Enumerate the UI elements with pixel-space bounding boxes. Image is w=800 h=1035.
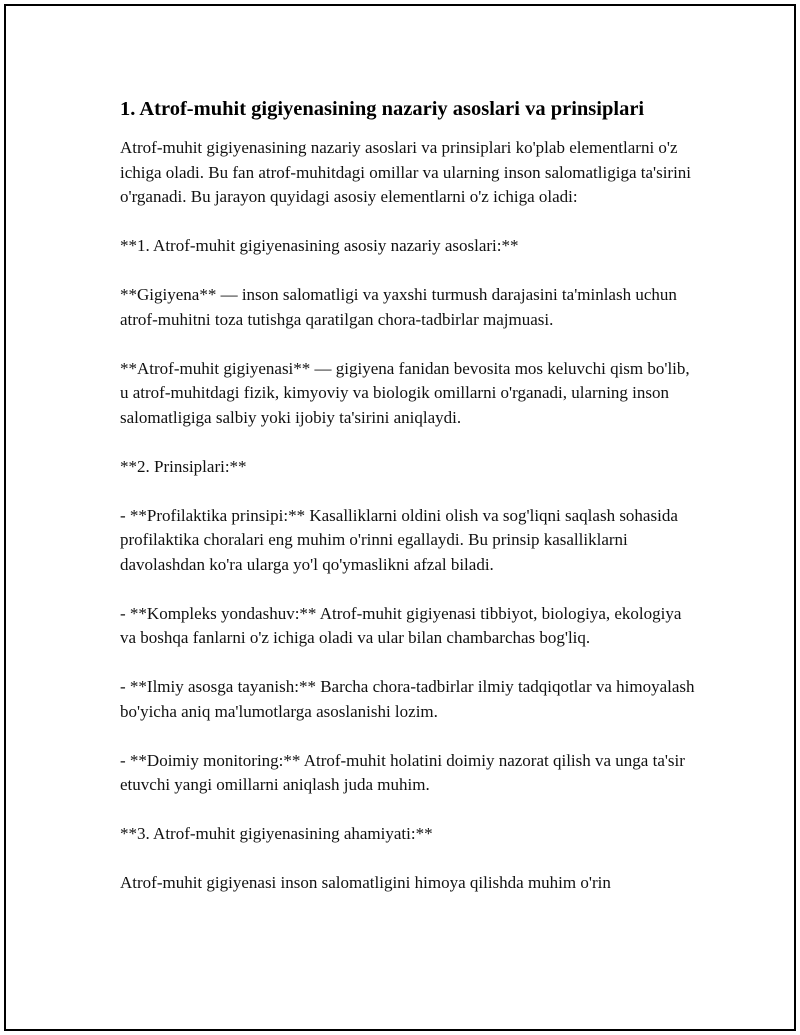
intro-paragraph: Atrof-muhit gigiyenasining nazariy asoslari va prinsiplari ko'plab elementlarni o'z ichiga oladi. Bu fan atrof-muhitdagi omillar va ularning inson salomatligiga ta'sirini o'rganadi. Bu jarayon quyidagi asosiy elementlarni o'z ichiga oladi: xyxy=(120,138,692,206)
subheading-importance: **3. Atrof-muhit gigiyenasining ahamiyati:** xyxy=(120,824,433,843)
principle-prevention: - **Profilaktika prinsipi:** Kasalliklarni oldini olish va sog'liqni saqlash sohasida profilaktika choralari eng muhim o'rinni egallaydi. Bu prinsip kasalliklarni davolashdan ko'ra ularga yo'l qo'ymaslikni afzal biladi. xyxy=(120,505,678,574)
importance-paragraph: Atrof-muhit gigiyenasi inson salomatligini himoya qilishda muhim o'rin xyxy=(120,873,611,892)
document-body xyxy=(120,92,700,920)
definition-gigiyena: **Gigiyena** — inson salomatligi va yaxshi turmush darajasini ta'minlash uchun atrof-muhitni toza tutishga qaratilgan chora-tadbirlar majmuasi. xyxy=(120,285,677,329)
principle-complex-approach: - **Kompleks yondashuv:** Atrof-muhit gigiyenasi tibbiyot, biologiya, ekologiya va boshqa fanlarni o'z ichiga oladi va ular bilan chambarchas bog'liq. xyxy=(120,603,682,647)
page xyxy=(4,4,796,1031)
principle-monitoring: - **Doimiy monitoring:** Atrof-muhit holatini doimiy nazorat qilish va unga ta'sir etuvchi yangi omillarni aniqlash juda muhim. xyxy=(120,750,685,794)
subheading-principles: **2. Prinsiplari:** xyxy=(120,456,247,476)
section-title: 1. Atrof-muhit gigiyenasining nazariy asoslari va prinsiplari xyxy=(120,98,645,120)
principle-scientific-basis: - **Ilmiy asosga tayanish:** Barcha chora-tadbirlar ilmiy tadqiqotlar va himoyalash bo'yicha aniq ma'lumotlarga asoslanishi lozim. xyxy=(120,677,695,721)
definition-atrof-muhit-gigiyenasi: **Atrof-muhit gigiyenasi** — gigiyena fanidan bevosita mos keluvchi qism bo'lib, u atrof-muhitdagi fizik, kimyoviy va biologik omillarni o'rganadi, ularning inson salomatligiga salbiy yoki ijobiy ta'sirini aniqlaydi. xyxy=(120,358,690,427)
subheading-theoretical-basics: **1. Atrof-muhit gigiyenasining asosiy nazariy asoslari:** xyxy=(120,236,519,255)
